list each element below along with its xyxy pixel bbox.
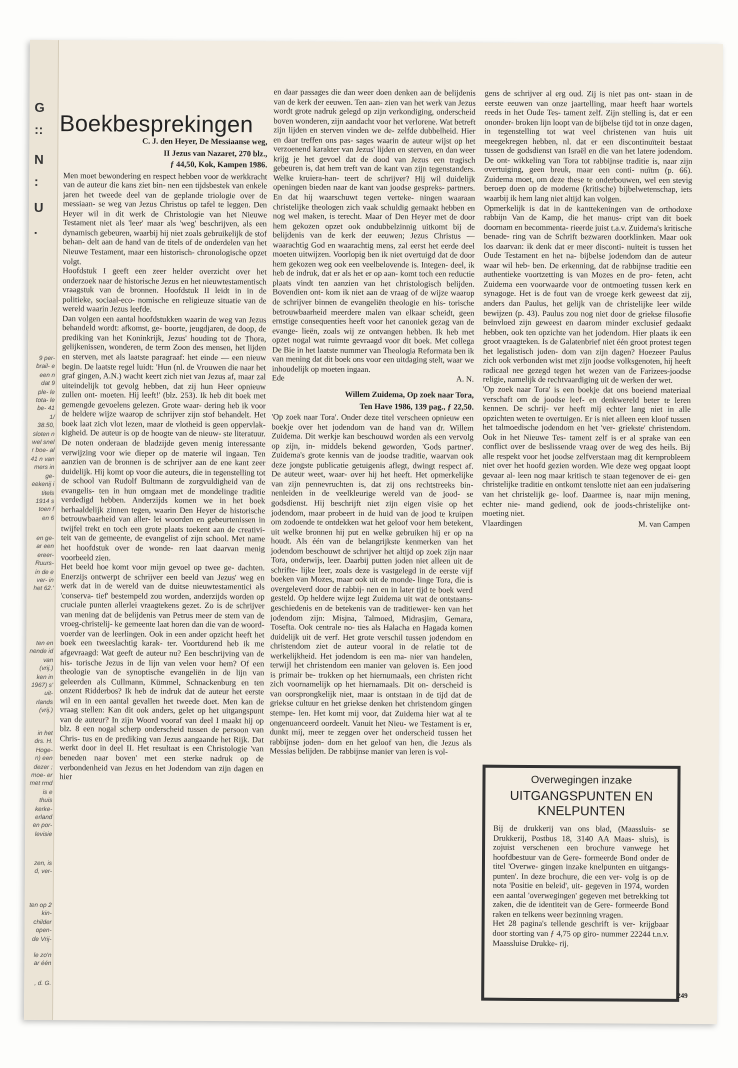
- margin-mark: U: [33, 199, 44, 215]
- paragraph: en daar passages die dan weer doen denken aan de belijdenis van de kerk der eeuwen. Ten aan- zien van het werk van Jezus wordt grote nadruk gelegd op zijn verkondiging, onderscheid boven wonderen, zijn aandacht voor het verlorene. Wat betreft zijn lijden en sterven vinden we de- zelfde dubbelheid. Hier en daar treffen ons pas- sages waarin de auteur wijst op het verzoenend karakter van Jezus' lijden en sterven, en dan weer krijg je het gevoel dat de dood van Jezus een tragisch gebeuren is, dat hem treft van de kant van zijn tegenstanders. Welke kruiera-han- teert de schrijver? Hij wil duidelijk openingen bieden naar de kant van joodse gespreks- partners. En dat hij waarschuwt tegen verteke- ningen waaraan christelijke theologen zich vaak schuldig gemaakt hebben en nog wel maken, is terecht. Maar of Den Heyer met de door hem gekozen opzet ook ondubbelzinnig uitkomt bij de belijdenis van de kerk der eeuwen; Jezus Christus — waarachtig God en waarachtig mens, zal eerst het eerde deel moeten uitwijzen. Voorlopig ben ik niet overtuigd dat de door hem gekozen weg ook een veelbelovende is. Integen- deel, ik heb de indruk, dat er als het er op aan- komt toch een reductie plaats vindt ten aanzien van het christologisch belijden. Bovendien ont- kom ik niet aan de vraag of de wijze waarop de schrijver binnen de evangeliën theologie en his- torische betrouwbaarheid meerdere malen van elkaar scheidt, geen ernstige consequenties heeft voor het canoniek gezag van de evange- lieën, zoals wij ze ontvangen hebben. Ik heb met opzet nogal wat ruimte gevraagd voor dit boek. Met collega De Bie in het laatste nummer van Theologia Reformata ben ik van mening dat dit boek ons voor een uitdaging stelt, waar we inhoudelijk op moeten ingaan.: [271, 87, 476, 374]
- signature-initials: A. N.: [456, 374, 474, 385]
- margin-fragment: en ge- ar een ereer- Ruurs- in de e ver- in het 62.': [33, 534, 54, 593]
- signature-place: Vlaardingen: [482, 518, 523, 528]
- margin-fragment: zen, is d, ver-: [34, 859, 52, 876]
- margin-fragment: ten en nende id van (vrij.) ken in 1967) s' uit- rlands (vrij.): [29, 639, 54, 715]
- margin-mark: ::: [34, 121, 44, 137]
- announcement-title-line: KNELPUNTEN: [537, 803, 626, 819]
- page-number: 249: [677, 991, 688, 1000]
- review-1-header-line: II Jezus van Nazaret, 270 blz.,: [163, 148, 268, 158]
- review-2-header-line: Willem Zuidema, Op zoek naar Tora,: [344, 389, 474, 400]
- review-2-signature: [482, 518, 690, 529]
- paragraph: Hoofdstuk I geeft een zeer helder overzicht over het onderzoek naar de historische Jezus en het nieuwtestamentisch vraagstuk van de bronnen. Hoofdstuk II leidt in in de politieke, sociaal-eco- nomische en religieuze situatie van de wereld waarin Jezus leefde.: [62, 266, 267, 314]
- announcement-title: [493, 788, 669, 819]
- signature-author: M. van Campen: [638, 519, 691, 529]
- paragraph: Bij de drukkerij van ons blad, (Maassluis- se Drukkerij, Postbus 18, 3140 AA Maas- sluis), is zojuist verschenen een brochure vanwege het hoofdbestuur van de Gere- formeerde Bond onder de titel 'Overwe- gingen inzake knelpunten en uitgangs- punten'. In deze brochure, die een ver- volg is op de nota 'Positie en beleid', uit- gegeven in 1974, worden een aantal 'overwegingen' gegeven met betrekking tot zaken, die de identiteit van de Gere- formeerde Bond raken en telkens weer bezinning vragen.: [492, 823, 670, 920]
- paragraph: Het 28 pagina's tellende geschrift is ver- krijgbaar door storting van ƒ 4,75 op giro- nummer 22244 t.n.v. Maassluise Drukke- rij.: [492, 919, 669, 948]
- previous-page-edge: [24, 40, 59, 1020]
- column-1: [58, 136, 268, 1024]
- announcement-title-line: UITGANGSPUNTEN EN: [509, 787, 653, 804]
- margin-mark: N: [34, 151, 44, 167]
- paragraph: Men moet bewondering en respect hebben voor de werkkracht van de auteur die kans ziet bin- nen een tijdsbestek van enkele jaren het tweede deel van de geplande triologie over de messiaan- se weg van Jezus Christus op tafel te leggen. Den Heyer wil in dit werk de Christologie van het Nieuwe Testament niet als 'leer' maar als 'weg' beschrijven, als een dynamisch gebeuren, waarbij hij niet zoals gebruikelijk de stof behan- delt aan de hand van de titels of de onderdelen van het Nieuwe Testament, maar een historisch- chronologische opzet volgt.: [62, 170, 268, 266]
- paragraph: gens de schrijver al erg oud. Zij is niet pas ont- staan in de eerste eeuwen van onze jaartelling, maar heeft haar wortels reeds in het Oude Tes- tament zelf. Zijn stelling is, dat er een ononder- broken lijn loopt van de bijbelse tijd tot in onze dagen, in tegenstelling tot wat veel christenen van huis uit meegekregen hebben, nl. dat er een discontinuïteit bestaat tussen de godsdienst van Israël en die van het latere jodendom. De ont- wikkeling van Tora tot rabbijnse traditie is, naar zijn overtuiging, geen breuk, maar een conti- nuïtm (p. 66). Zuidema moet, om deze these te onderbouwen, wel een stevig beroep doen op de moderne (kritische) bijbelwetenschap, iets waarbij ik hem lang niet altijd kan volgen.: [484, 88, 693, 204]
- paragraph: Het beeld hoe komt voor mijn gevoel op twee ge- dachten. Enerzijs ontwerpt de schrijver een beeld van Jezus' weg en werk dat in de wereld van de duitse nieuwtestamentici als 'conserva- tief' bestempeld zou worden, anderzijds worden op cruciale punten allerlei vraagtekens gezet. Zo is de schrijver van mening dat de belijdenis van Petrus meer de stem van de vroeg-christelij- ke gemeente laat horen dan die van de woord- voerder van de leerlingen. Ook in een ander opzicht heeft het boek een tweeslachtig karak- ter. Voortdurend heb ik me afgevraagd: Wat geeft de auteur nu? Een beschrijving van de his- torische Jezus in de lijn van velen voor hem? Of een theologie van de synoptische evangeliën in de lijn van geleerden als Cullmann, Kümmel, Schnackenburg en ten onzent Ridderbos? Ik heb de indruk dat de auteur het eerste wil en in een aantal gevallen het tweede doet. Men kan de vraag stellen: Kan dit ook anders, gelet op het uitgangspunt van de auteur? In zijn Woord vooraf van deel I maakt hij op blz. 8 een nogal scherp onderscheid tussen de persoon van Chris- tus en de prediking van Jezus aangaande het Rijk. Dat werkt door in deel II. Het resultaat is een Christologie 'van beneden naar boven' met een sterke nadruk op de verbondenheid van Jezus en het Jodendom van zijn dagen en hier: [59, 562, 265, 782]
- margin-fragment: , d. G.: [34, 979, 52, 988]
- paragraph: Dan volgen een aantal hoofdstukken waarin de weg van Jezus behandeld wordt: afkomst, ge- boorte, jeugdjaren, de doop, de prediking van het Koninkrijk, Jezus' houding tot de Thora, gelijkenissen, wonderen, de term Zoon des mensen, het lijden en sterven, met als laatste paragraaf: het einde — een nieuw begin. De laatste regel luidt: 'Hun (nl. de Vrouwen die naar het graf gingen, A.N.) wacht keert zich niet van Jezus af, maar zal uiteindelijk tot gevolg hebben, dat zij hun Heer opnieuw zullen ont- moeten. Hij leeft!' (blz. 253). Ik heb dit boek met gemengde gevoelens gelezen. Grote waar- dering heb ik voor de heldere wijze waarop de schrijver zijn stof behandelt. Het boek laat zich vlot lezen, maar de vlotheid is geen oppervlak- kigheid. De auteur is op de hoogte van de nieuw- ste literatuur. De noten onderaan de bladzijde geven menig interessante verwijzing voor wie dieper op de materie wil ingaan. Ten aanzien van de bronnen is de schrijver aan de ene kant zeer duidelijk. Hij komt op voor die auteurs, die in tegenstelling tot de school van Rudolf Bultmann de zorgvuldigheid van de evangelis- ten in hun omgaan met de mondelinge traditie verdedigd hebben. Anderzijds komen we in het boek herhaaldelijk zinnen tegen, waarin Den Heyer de historische betrouwbaarheid van aller- lei woorden en gebeurtenissen in twijfel trekt en toch een grote plaats toekent aan de creativi- teit van de gemeente, de evangelist of zijn school. Met name het hoofdstuk over de wonde- ren laat daarvan menig voorbeeld zien.: [60, 313, 267, 562]
- margin-mark: .: [33, 221, 38, 237]
- page-title: Boekbesprekingen: [59, 110, 254, 138]
- magazine-page: [24, 40, 723, 1024]
- paragraph: Opmerkelijk is dat in de kanttekeningen van de orthodoxe rabbijn Van de Kamp, die het manus- cript van dit boek doornam en becommenta- rieerde juist t.a.v. Zuidema's kritische benade- ring van de Schrift bezwaren doorklinken. Maar ook los daarvan: ik denk dat er meer disconti- nuïteit is tussen het Oude Testament en het na- bijbelse jodendom dan de auteur waar wil heb- ben. De erkenning, dat de rabbijnse traditie een authentieke voortzetting is van Mozes en de pro- feten, acht Zuidema een voorwaarde voor de ontmoeting tussen kerk en synagoge. Het is de fout van de vroege kerk geweest dat zij, anders dan Paulus, het gelijk van de christelijke leer wilde bewijzen (p. 43). Paulus zou nog niet door de griekse filosofie beïnvloed zijn geweest en daarom minder exclusief gedaakt hebben, ook ten opzichte van het jodendom. Hier plaats ik een groot vraagteken. Is de Galatenbrief niet één groot protest tegen het legalistisch joden- dom van zijn dagen? Hoezeer Paulus zich ook verbonden wist met zijn joodse volksgenoten, hij heeft radicaal nee gezegd tegen het wezen van de Farizees-joodse religie, namelijk de rechtvaardiging uit de werken der wet.: [482, 203, 693, 386]
- margin-mark: G: [34, 99, 45, 115]
- paragraph: 'Op zoek naar Tora'. Onder deze titel verscheen opnieuw een boekje over het jodendom van de hand van dr. Willem Zuidema. Dit werkje kan beschouwd worden als een vervolg op zijn, in- middels bekend geworden, 'Gods partner'. Zuidema's grote kennis van de joodse traditie, waarvan ook deze jongste publicatie getuigenis aflegt, dwingt respect af. De auteur weet, waar- over hij het heeft. Het opmerkelijke van zijn pennevruchten is, dat zij ons rechtstreeks bin- nenleiden in de veelkleurige wereld van de jood- se godsdienst. Hij beschrijft niet zijn eigen visie op het jodendom, maar probeert in de huid van de jood te kruipen om zodoende te ontdekken wat het geloof voor hem betekent, uit welke bronnen hij put en welke gebruiken hij er op na houdt. Als één van de belangrijkste kenmerken van het jodendom beschouwt de schrijver het altijd op zoek zijn naar Tora, onderwijs, leer. Daarbij putten joden niet alleen uit de schrifte- lijke leer, zoals deze is vastgelegd in de eerste vijf boeken van Mozes, maar ook uit de monde- linge Tora, die is overgeleverd door de rabbij- nen en in later tijd te boek werd gesteld. Op heldere wijze legt Zuidema uit wat de ontstaans- geschiedenis en de betekenis van de traditiewer- ken van het jodendom zijn: Misjna, Talmoed, Midrasjim, Gemara, Tosefta. Ook centrale no- ties als Halacha en Hagada komen duidelijk uit de verf. Het grote verschil tussen jodendom en christendom ziet de auteur vooral in de relatie tot de werkelijkheid. Het jodendom is een ma- nier van handelen, terwijl het christendom een manier van geloven is. Een jood is primair be- trokken op het hiernumaals, een christen richt zich voornamelijk op het hiernamaals. Dit on- derscheid is van oorsprongkelijk niet, maar is ontstaan in de tijd dat de griekse cultuur en het griekse denken het christendom gingen stempe- len. Het komt mij voor, dat Zuidema hier wat al te ongenuanceerd oordeelt. Vanuit het Nieu- we Testament is er, dunkt mij, meer te zeggen over het onderscheid tussen het rabbijnse joden- dom en het geloof van hen, die Jezus als Messias belijden. De rabbijnse manier van leren is vol-: [269, 412, 474, 757]
- signature-place: Ede: [271, 373, 285, 383]
- column-2: [268, 87, 476, 1010]
- announcement-body: [492, 824, 669, 949]
- margin-fragment: in het drs. H. Hoge- n) een dezer ; moe- er met rmd is e thuis kerke- erland en por- levisie: [29, 729, 53, 838]
- margin-mark: :: [34, 173, 39, 189]
- margin-fragment: 9 per- brail- e een n dat 9 ple- le tota- le be- 41 1/ 38.50, sloten n wel snel r boe- al 41 n van mers in ge- eekenij i titels 1914 s toen f en 6: [30, 354, 56, 522]
- review-2-header-line: Ten Have 1986, 139 pag., ƒ 22,50.: [359, 401, 474, 412]
- announcement-kicker: Overwegingen inzake: [530, 773, 633, 787]
- announcement-box: [481, 765, 680, 1002]
- paragraph: 'Op zoek naar Tora' is een boekje dat ons boeiend materiaal verschaft om de joodse leef- en denkwereld beter te leren kennen. De schrij- ver heeft mij echter lang niet in alle opzichten weten te overtuigen. Er is niet alleen een kloof tussen het talmoedische jodendom en het 'ver- griekste' christendom. Ook in het Nieuwe Tes- tament zelf is er al sprake van een conflict over de beslissende vraag over de weg des heils. Bij alle respekt voor het joodse zelfverstaan mag dit kernprobleem niet over het hoofd gezien worden. Wie deze weg opgaat loopt gevaar al- leen nog maar kritisch te staan tegenover de ei- gen christelijke traditie en ontkomt tenslotte niet aan een judaïsering van het christelijk ge- loof. Daarmee is, naar mijn mening, echter nie- mand gediend, ook de joods-christelijke ont- moeting niet.: [482, 384, 691, 518]
- margin-fragment: ten op 2 kin- childer open- de Vrij-: [29, 901, 52, 943]
- review-1-header-line: C. J. den Heyer, De Messiaanse weg,: [142, 136, 268, 147]
- column-3: [481, 89, 693, 742]
- review-1-header-line: ƒ 44,50, Kok, Kampen 1986.: [170, 159, 268, 170]
- margin-fragment: le zo'n ar één: [33, 951, 52, 968]
